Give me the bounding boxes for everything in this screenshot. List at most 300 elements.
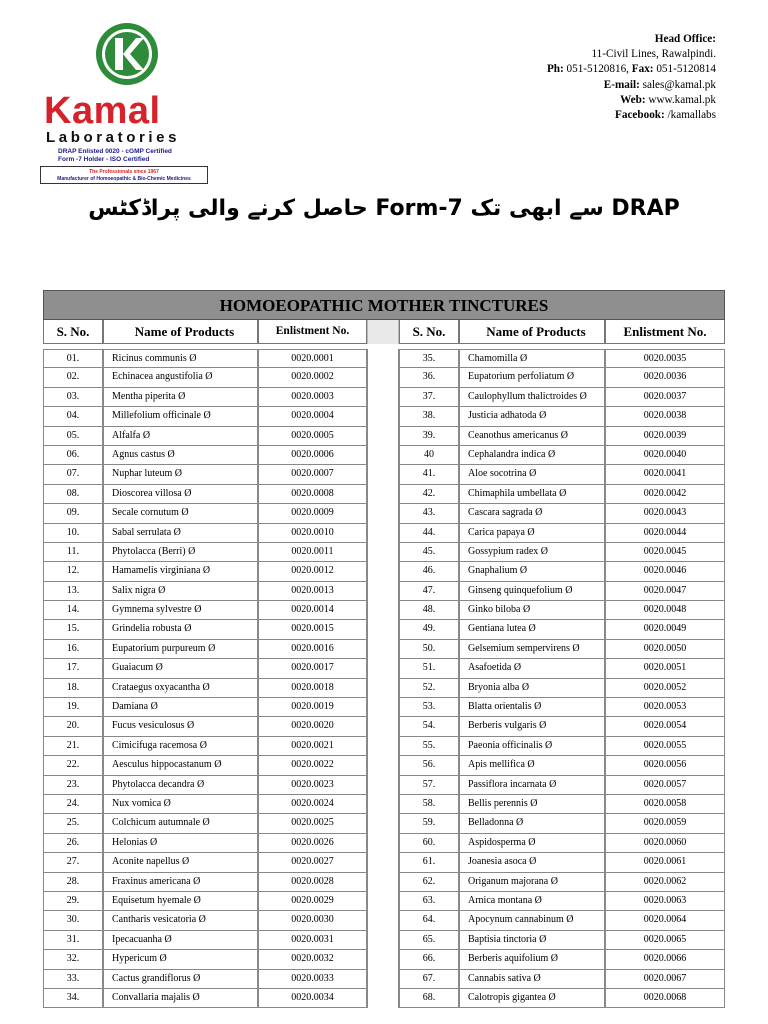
row-sno: 02. [43,368,103,387]
table-row [43,795,367,814]
table-row [399,524,725,543]
table-row [399,970,725,989]
row-enlistment-no: 0020.0029 [258,892,367,911]
row-enlistment-no: 0020.0009 [258,504,367,523]
table-row [399,989,725,1008]
row-enlistment-no: 0020.0010 [258,524,367,543]
row-enlistment-no: 0020.0002 [258,368,367,387]
row-product-name: Agnus castus Ø [103,446,258,465]
left-column [43,349,367,1008]
row-product-name: Gentiana lutea Ø [459,620,605,639]
row-product-name: Eupatorium perfoliatum Ø [459,368,605,387]
table-row [399,388,725,407]
table-row [43,834,367,853]
table-row [399,543,725,562]
row-sno: 35. [399,349,459,368]
row-enlistment-no: 0020.0057 [605,776,725,795]
urdu-heading: DRAP سے ابھی تک Form-7 حاصل کرنے والی پراڈکٹس [88,196,680,221]
row-enlistment-no: 0020.0053 [605,698,725,717]
table-row [43,524,367,543]
table-row [399,892,725,911]
row-enlistment-no: 0020.0039 [605,427,725,446]
row-sno: 62. [399,873,459,892]
table-row [43,446,367,465]
row-sno: 46. [399,562,459,581]
row-sno: 48. [399,601,459,620]
row-enlistment-no: 0020.0020 [258,717,367,736]
row-product-name: Helonias Ø [103,834,258,853]
header-name-right: Name of Products [459,320,605,344]
row-enlistment-no: 0020.0019 [258,698,367,717]
row-sno: 15. [43,620,103,639]
row-sno: 09. [43,504,103,523]
table-row [399,795,725,814]
header-gap [367,320,399,344]
row-product-name: Damiana Ø [103,698,258,717]
table-row [399,834,725,853]
table-row [43,407,367,426]
row-sno: 24. [43,795,103,814]
web-label: Web: [620,93,646,106]
row-sno: 13. [43,582,103,601]
table-row [43,543,367,562]
table-row [43,601,367,620]
table-row [399,679,725,698]
table-row [399,640,725,659]
fax-value: 051-5120814 [656,63,716,76]
row-sno: 06. [43,446,103,465]
header-enlistment-left: Enlistment No. [258,320,367,344]
row-enlistment-no: 0020.0023 [258,776,367,795]
phone-value: 051-5120816, [566,63,629,76]
row-enlistment-no: 0020.0051 [605,659,725,678]
row-sno: 34. [43,989,103,1008]
table-row [43,427,367,446]
table-row [399,446,725,465]
table-row [399,465,725,484]
row-sno: 64. [399,911,459,930]
column-gap [367,349,399,1008]
header-sno-right: S. No. [399,320,459,344]
row-enlistment-no: 0020.0035 [605,349,725,368]
row-sno: 14. [43,601,103,620]
row-sno: 55. [399,737,459,756]
facebook-label: Facebook: [615,109,665,122]
row-sno: 29. [43,892,103,911]
row-product-name: Arnica montana Ø [459,892,605,911]
row-enlistment-no: 0020.0003 [258,388,367,407]
row-sno: 17. [43,659,103,678]
certification-line-2: Form -7 Holder - ISO Certified [58,156,150,163]
row-sno: 42. [399,485,459,504]
row-sno: 01. [43,349,103,368]
table-row [399,911,725,930]
row-sno: 47. [399,582,459,601]
table-row [43,698,367,717]
table-row [43,717,367,736]
row-enlistment-no: 0020.0021 [258,737,367,756]
row-product-name: Joanesia asoca Ø [459,853,605,872]
row-enlistment-no: 0020.0046 [605,562,725,581]
row-enlistment-no: 0020.0022 [258,756,367,775]
table-row [399,562,725,581]
row-enlistment-no: 0020.0028 [258,873,367,892]
table-row [399,814,725,833]
row-product-name: Cactus grandiflorus Ø [103,970,258,989]
row-product-name: Baptisia tinctoria Ø [459,931,605,950]
row-enlistment-no: 0020.0062 [605,873,725,892]
row-sno: 65. [399,931,459,950]
row-sno: 18. [43,679,103,698]
row-enlistment-no: 0020.0025 [258,814,367,833]
table-row [399,717,725,736]
row-product-name: Aloe socotrina Ø [459,465,605,484]
table-header-row [43,320,725,344]
row-product-name: Ricinus communis Ø [103,349,258,368]
row-sno: 20. [43,717,103,736]
row-product-name: Convallaria majalis Ø [103,989,258,1008]
table-row [399,737,725,756]
right-column [399,349,725,1008]
row-product-name: Aspidosperma Ø [459,834,605,853]
row-product-name: Alfalfa Ø [103,427,258,446]
table-row [43,989,367,1008]
row-sno: 66. [399,950,459,969]
row-enlistment-no: 0020.0026 [258,834,367,853]
row-sno: 33. [43,970,103,989]
row-sno: 61. [399,853,459,872]
table-row [399,873,725,892]
table-row [399,659,725,678]
row-product-name: Eupatorium purpureum Ø [103,640,258,659]
row-enlistment-no: 0020.0013 [258,582,367,601]
header-name-left: Name of Products [103,320,258,344]
table-row [43,950,367,969]
row-sno: 05. [43,427,103,446]
table-title: HOMOEOPATHIC MOTHER TINCTURES [43,290,725,320]
row-sno: 60. [399,834,459,853]
row-sno: 37. [399,388,459,407]
contact-block [547,32,716,123]
row-enlistment-no: 0020.0037 [605,388,725,407]
table-row [399,601,725,620]
row-sno: 44. [399,524,459,543]
row-product-name: Grindelia robusta Ø [103,620,258,639]
row-enlistment-no: 0020.0066 [605,950,725,969]
row-product-name: Aconite napellus Ø [103,853,258,872]
row-sno: 10. [43,524,103,543]
row-sno: 30. [43,911,103,930]
brand-name: Kamal [44,90,161,132]
row-enlistment-no: 0020.0036 [605,368,725,387]
row-product-name: Gymnema sylvestre Ø [103,601,258,620]
row-product-name: Justicia adhatoda Ø [459,407,605,426]
row-product-name: Ginko biloba Ø [459,601,605,620]
row-enlistment-no: 0020.0032 [258,950,367,969]
table-row [399,407,725,426]
table-row [399,698,725,717]
brand-subtitle: Laboratories [46,129,181,146]
row-product-name: Nux vomica Ø [103,795,258,814]
row-enlistment-no: 0020.0047 [605,582,725,601]
row-sno: 68. [399,989,459,1008]
row-enlistment-no: 0020.0034 [258,989,367,1008]
row-sno: 26. [43,834,103,853]
row-sno: 19. [43,698,103,717]
row-product-name: Gelsemium sempervirens Ø [459,640,605,659]
row-sno: 53. [399,698,459,717]
table-row [399,931,725,950]
row-sno: 54. [399,717,459,736]
table-row [43,659,367,678]
table-row [399,427,725,446]
row-product-name: Fucus vesiculosus Ø [103,717,258,736]
row-sno: 45. [399,543,459,562]
table-row [399,485,725,504]
products-table [43,290,725,1008]
row-enlistment-no: 0020.0040 [605,446,725,465]
row-sno: 59. [399,814,459,833]
header-sno-left: S. No. [43,320,103,344]
certification-line-1: DRAP Enlisted 0020 - cGMP Certified [58,148,172,155]
table-row [43,776,367,795]
row-sno: 31. [43,931,103,950]
table-row [399,776,725,795]
table-row [43,737,367,756]
row-product-name: Asafoetida Ø [459,659,605,678]
table-row [43,853,367,872]
row-product-name: Berberis vulgaris Ø [459,717,605,736]
row-product-name: Secale cornutum Ø [103,504,258,523]
row-product-name: Blatta orientalis Ø [459,698,605,717]
row-enlistment-no: 0020.0006 [258,446,367,465]
row-product-name: Berberis aquifolium Ø [459,950,605,969]
row-product-name: Chimaphila umbellata Ø [459,485,605,504]
row-sno: 39. [399,427,459,446]
row-enlistment-no: 0020.0014 [258,601,367,620]
row-sno: 22. [43,756,103,775]
row-enlistment-no: 0020.0061 [605,853,725,872]
row-product-name: Passiflora incarnata Ø [459,776,605,795]
address: 11-Civil Lines, Rawalpindi. [591,48,716,61]
row-product-name: Apis mellifica Ø [459,756,605,775]
row-enlistment-no: 0020.0018 [258,679,367,698]
row-enlistment-no: 0020.0042 [605,485,725,504]
table-row [43,465,367,484]
row-sno: 52. [399,679,459,698]
table-row [43,756,367,775]
row-sno: 63. [399,892,459,911]
table-row [43,931,367,950]
row-product-name: Carica papaya Ø [459,524,605,543]
row-product-name: Millefolium officinale Ø [103,407,258,426]
table-row [43,504,367,523]
row-product-name: Bellis perennis Ø [459,795,605,814]
email-label: E-mail: [603,78,640,91]
row-sno: 04. [43,407,103,426]
row-product-name: Calotropis gigantea Ø [459,989,605,1008]
row-sno: 41. [399,465,459,484]
row-sno: 28. [43,873,103,892]
row-product-name: Apocynum cannabinum Ø [459,911,605,930]
table-row [399,368,725,387]
web-value[interactable]: www.kamal.pk [648,93,716,106]
table-row [43,640,367,659]
row-product-name: Hypericum Ø [103,950,258,969]
table-row [43,620,367,639]
row-sno: 56. [399,756,459,775]
row-enlistment-no: 0020.0015 [258,620,367,639]
row-sno: 21. [43,737,103,756]
row-enlistment-no: 0020.0054 [605,717,725,736]
table-row [43,970,367,989]
row-product-name: Belladonna Ø [459,814,605,833]
row-enlistment-no: 0020.0004 [258,407,367,426]
row-sno: 57. [399,776,459,795]
row-enlistment-no: 0020.0056 [605,756,725,775]
table-row [43,892,367,911]
table-row [399,950,725,969]
row-sno: 38. [399,407,459,426]
table-row [43,582,367,601]
email-value[interactable]: sales@kamal.pk [642,78,716,91]
row-enlistment-no: 0020.0038 [605,407,725,426]
row-product-name: Crataegus oxyacantha Ø [103,679,258,698]
row-enlistment-no: 0020.0050 [605,640,725,659]
row-product-name: Gossypium radex Ø [459,543,605,562]
row-enlistment-no: 0020.0030 [258,911,367,930]
row-product-name: Fraxinus americana Ø [103,873,258,892]
row-product-name: Mentha piperita Ø [103,388,258,407]
row-sno: 16. [43,640,103,659]
row-sno: 08. [43,485,103,504]
tagline-2: Manufacturer of Homoeopathic & Bio-Chemic Medicines [57,176,191,182]
row-product-name: Cimicifuga racemosa Ø [103,737,258,756]
row-product-name: Colchicum autumnale Ø [103,814,258,833]
row-product-name: Phytolacca decandra Ø [103,776,258,795]
row-sno: 43. [399,504,459,523]
row-product-name: Chamomilla Ø [459,349,605,368]
row-enlistment-no: 0020.0027 [258,853,367,872]
row-product-name: Equisetum hyemale Ø [103,892,258,911]
table-row [43,873,367,892]
kamal-k-logo-icon [95,22,159,86]
phone-label: Ph: [546,63,564,76]
row-product-name: Paeonia officinalis Ø [459,737,605,756]
row-sno: 32. [43,950,103,969]
row-product-name: Ceanothus americanus Ø [459,427,605,446]
row-sno: 40 [399,446,459,465]
row-enlistment-no: 0020.0001 [258,349,367,368]
row-product-name: Caulophyllum thalictroides Ø [459,388,605,407]
row-product-name: Salix nigra Ø [103,582,258,601]
row-enlistment-no: 0020.0008 [258,485,367,504]
row-product-name: Cantharis vesicatoria Ø [103,911,258,930]
facebook-value[interactable]: /kamallabs [667,109,716,122]
table-row [43,814,367,833]
tagline-1: The Professionals since 1967 [89,169,159,175]
row-enlistment-no: 0020.0064 [605,911,725,930]
tagline-box [40,166,208,184]
row-sno: 25. [43,814,103,833]
row-enlistment-no: 0020.0024 [258,795,367,814]
row-sno: 36. [399,368,459,387]
row-enlistment-no: 0020.0059 [605,814,725,833]
row-product-name: Ginseng quinquefolium Ø [459,582,605,601]
table-row [43,349,367,368]
row-sno: 49. [399,620,459,639]
row-product-name: Cephalandra indica Ø [459,446,605,465]
row-product-name: Echinacea angustifolia Ø [103,368,258,387]
row-enlistment-no: 0020.0060 [605,834,725,853]
table-row [399,349,725,368]
row-product-name: Origanum majorana Ø [459,873,605,892]
row-enlistment-no: 0020.0033 [258,970,367,989]
row-product-name: Nuphar luteum Ø [103,465,258,484]
row-enlistment-no: 0020.0044 [605,524,725,543]
row-enlistment-no: 0020.0058 [605,795,725,814]
table-body [43,349,725,1008]
row-sno: 07. [43,465,103,484]
company-logo [40,22,215,182]
row-product-name: Ipecacuanha Ø [103,931,258,950]
table-row [43,388,367,407]
row-sno: 67. [399,970,459,989]
row-sno: 27. [43,853,103,872]
row-enlistment-no: 0020.0012 [258,562,367,581]
row-enlistment-no: 0020.0055 [605,737,725,756]
table-row [43,562,367,581]
row-sno: 23. [43,776,103,795]
row-enlistment-no: 0020.0041 [605,465,725,484]
row-product-name: Cascara sagrada Ø [459,504,605,523]
row-enlistment-no: 0020.0005 [258,427,367,446]
row-sno: 03. [43,388,103,407]
row-enlistment-no: 0020.0045 [605,543,725,562]
row-enlistment-no: 0020.0052 [605,679,725,698]
table-row [43,485,367,504]
row-sno: 50. [399,640,459,659]
row-enlistment-no: 0020.0068 [605,989,725,1008]
row-enlistment-no: 0020.0067 [605,970,725,989]
table-row [399,620,725,639]
row-enlistment-no: 0020.0017 [258,659,367,678]
row-sno: 12. [43,562,103,581]
row-enlistment-no: 0020.0011 [258,543,367,562]
row-product-name: Aesculus hippocastanum Ø [103,756,258,775]
table-row [399,504,725,523]
row-enlistment-no: 0020.0049 [605,620,725,639]
row-product-name: Bryonia alba Ø [459,679,605,698]
row-sno: 58. [399,795,459,814]
fax-label: Fax: [631,63,654,76]
row-product-name: Sabal serrulata Ø [103,524,258,543]
row-enlistment-no: 0020.0043 [605,504,725,523]
row-enlistment-no: 0020.0063 [605,892,725,911]
row-enlistment-no: 0020.0048 [605,601,725,620]
row-product-name: Hamamelis virginiana Ø [103,562,258,581]
head-office-label: Head Office: [654,33,716,45]
table-row [399,853,725,872]
row-product-name: Guaiacum Ø [103,659,258,678]
row-sno: 11. [43,543,103,562]
table-row [43,368,367,387]
table-row [43,911,367,930]
row-product-name: Dioscorea villosa Ø [103,485,258,504]
table-row [399,582,725,601]
row-enlistment-no: 0020.0065 [605,931,725,950]
row-product-name: Phytolacca (Berri) Ø [103,543,258,562]
